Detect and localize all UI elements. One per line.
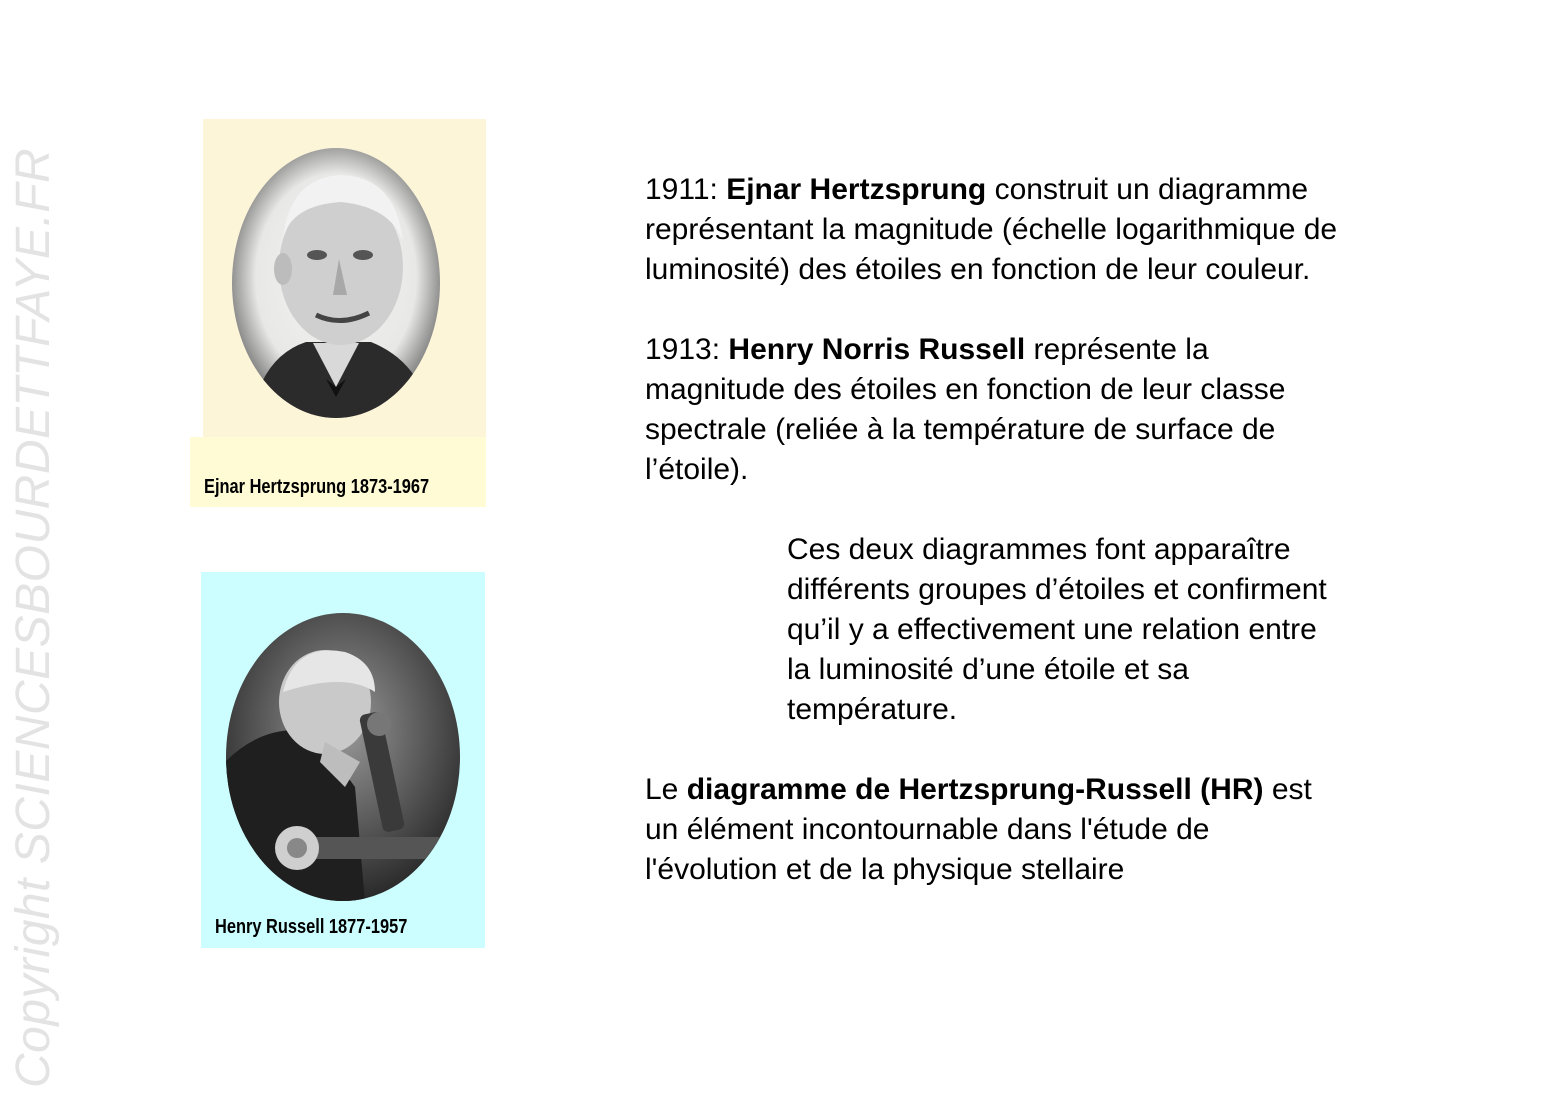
paragraph-2-text: représente la magnitude des étoiles en fonction de leur classe spectrale (reliée à la température de surface de l’étoile). — [645, 333, 1286, 486]
main-text — [645, 170, 1345, 890]
russell-caption: Henry Russell 1877-1957 — [215, 916, 408, 938]
year-1913: 1913: — [645, 333, 729, 366]
paragraph-groups: Ces deux diagrammes font apparaître différents groupes d’étoiles et confirment qu’il y a effectivement une relation entre la luminosité d’une étoile et sa température. — [787, 533, 1327, 726]
russell-photo — [225, 612, 461, 902]
paragraph-4-text: est un élément incontournable dans l'étude de l'évolution et de la physique stellaire — [645, 773, 1312, 886]
paragraph-1-text: construit un diagramme représentant la magnitude (échelle logarithmique de luminosité) des étoiles en fonction de leur couleur. — [645, 173, 1338, 286]
paragraph-russell — [645, 330, 1345, 490]
russell-portrait-card — [201, 572, 485, 948]
hertzsprung-portrait-card — [190, 119, 486, 507]
hertzsprung-photo — [231, 147, 441, 419]
paragraph-hertzsprung — [645, 170, 1345, 290]
hr-diagram-term: diagramme de Hertzsprung-Russell (HR) — [686, 773, 1264, 806]
hertzsprung-caption: Ejnar Hertzsprung 1873-1967 — [204, 476, 430, 498]
copyright-watermark: Copyright SCIENCESBOURDETTFAYE.FR — [7, 147, 60, 1088]
paragraph-4-prefix: Le — [645, 773, 687, 806]
name-russell: Henry Norris Russell — [728, 333, 1026, 366]
paragraph-hr-diagram — [645, 770, 1345, 890]
name-hertzsprung: Ejnar Hertzsprung — [726, 173, 987, 206]
year-1911: 1911: — [645, 173, 727, 206]
